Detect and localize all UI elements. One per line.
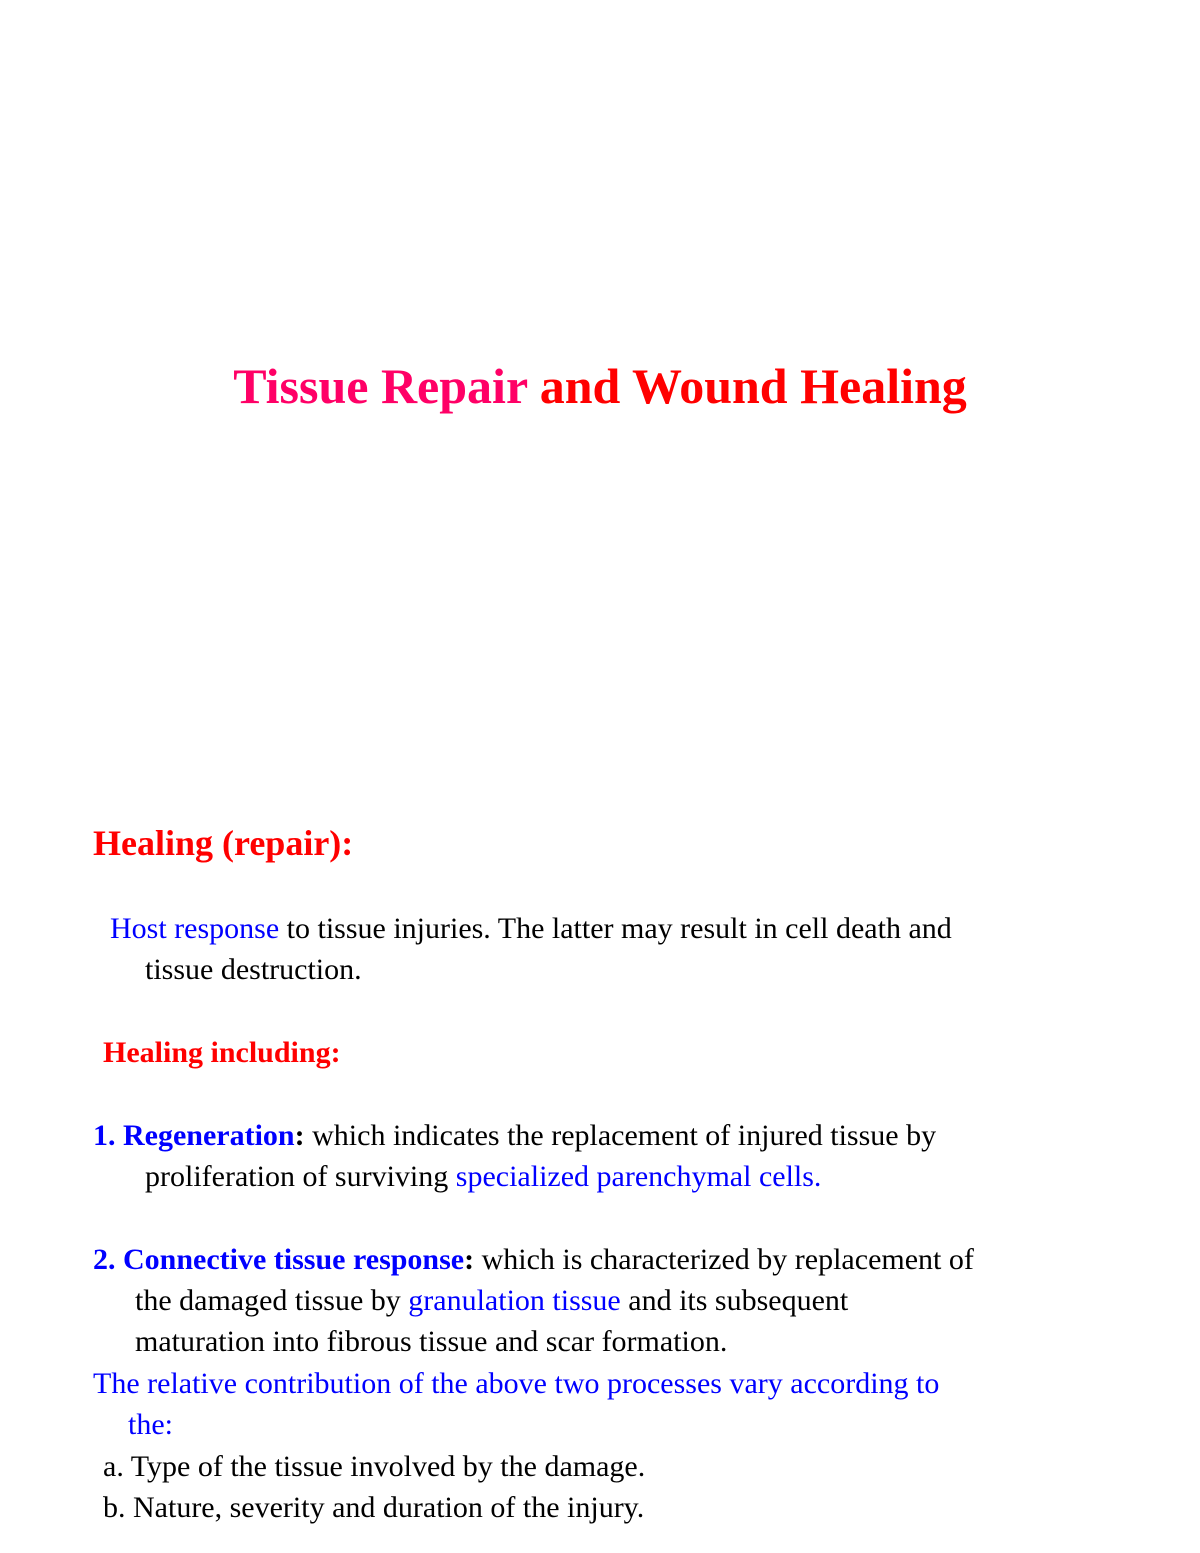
item-2-line-3: maturation into fibrous tissue and scar formation. [135,1325,728,1358]
including-heading: Healing including: [103,1036,341,1069]
definition-text-1: to tissue injuries. The latter may result in cell death and [279,912,952,945]
relative-line-1: The relative contribution of the above two processes vary according to [93,1367,940,1400]
item-2-colon: : [464,1243,475,1276]
item-1-highlight: specialized parenchymal cells. [455,1160,822,1193]
item-1-term: Regeneration [123,1119,295,1152]
item-1-number: 1. [93,1119,123,1152]
title-part-tissue-repair: Tissue Repair [233,358,528,414]
factor-a-text: Type of the tissue involved by the damage. [123,1450,646,1483]
definition-term: Host response [110,912,280,945]
item-2-highlight: granulation tissue [408,1284,621,1317]
item-1-line-1 [93,1116,936,1156]
document-title [0,356,1200,416]
section-heading: Healing (repair): [93,823,354,863]
item-2-text-1: which is characterized by replacement of [474,1243,974,1276]
item-2-line-2 [135,1281,848,1321]
factor-b-text: Nature, severity and duration of the injury. [125,1491,645,1524]
factor-b [103,1488,644,1528]
item-1-colon: : [294,1119,305,1152]
item-1-text-2: proliferation of surviving [145,1160,456,1193]
item-1-text-1: which indicates the replacement of injured tissue by [304,1119,937,1152]
item-2-number: 2. [93,1243,123,1276]
item-2-term: Connective tissue response [123,1243,465,1276]
definition-line-1 [110,909,952,949]
item-1-line-2 [145,1157,821,1197]
relative-line-2: the: [128,1408,173,1441]
item-2-text-2-after: and its subsequent [620,1284,849,1317]
item-2-line-1 [93,1240,974,1280]
factor-a [103,1447,645,1487]
factor-b-label: b. [103,1491,126,1524]
definition-line-2: tissue destruction. [145,953,362,986]
factor-a-label: a. [103,1450,124,1483]
item-2-text-2: the damaged tissue by [135,1284,409,1317]
title-part-wound-healing: and Wound Healing [527,358,967,414]
